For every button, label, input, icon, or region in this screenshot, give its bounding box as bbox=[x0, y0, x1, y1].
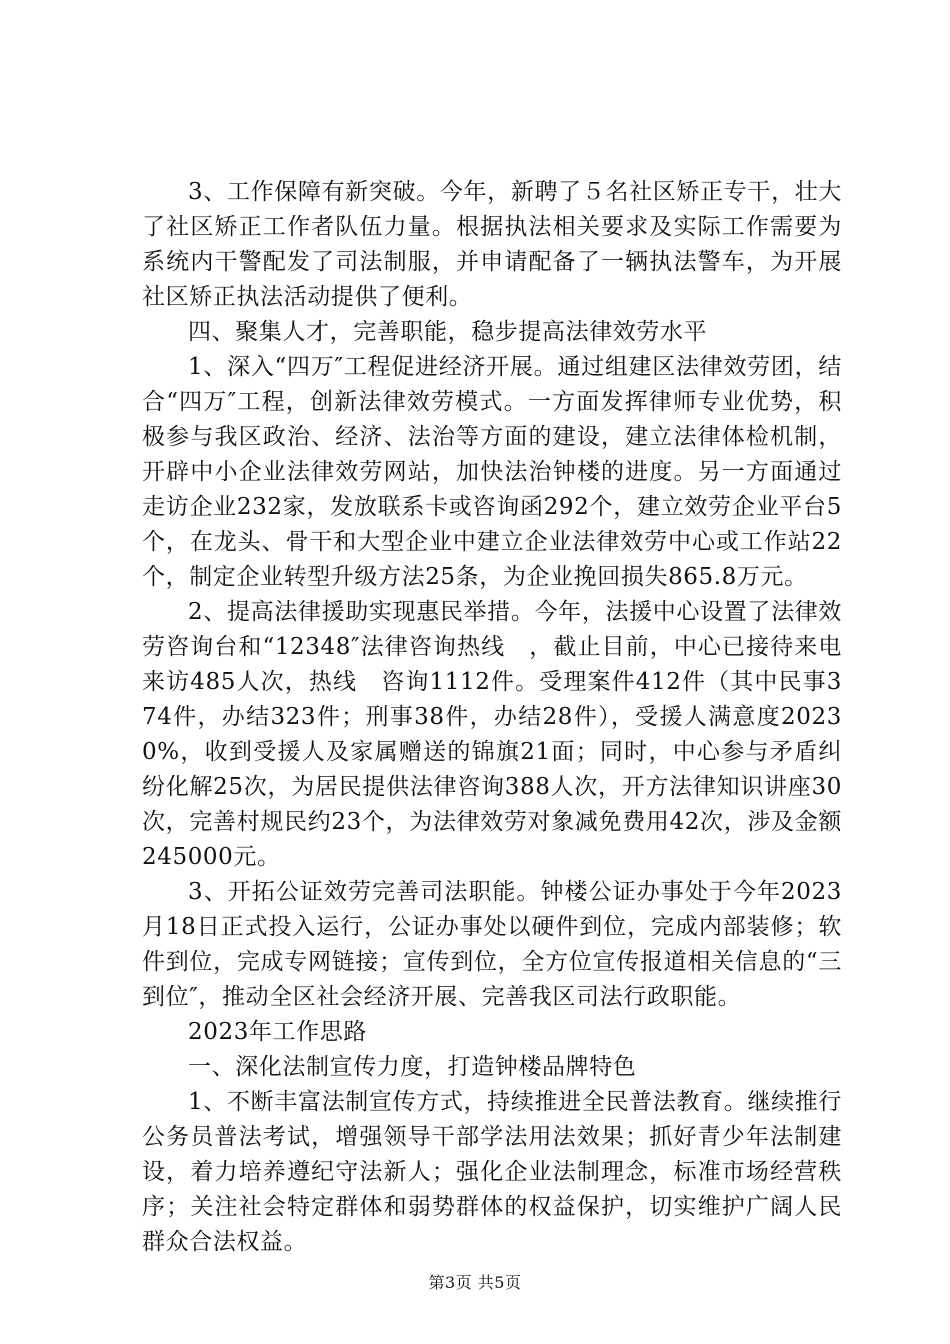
paragraph-work-guarantee: 3、工作保障有新突破。今年，新聘了５名社区矫正专干，壮大了社区矫正工作者队伍力量。根据执法相关要求及实际工作需要为系统内干警配发了司法制服，并申请配备了一辆执法警车，为开展社区矫正执法活动提供了便利。 bbox=[142, 179, 842, 310]
document-body bbox=[142, 175, 842, 1260]
paragraph-legal-education: 1、不断丰富法制宣传方式，持续推进全民普法教育。继续推行公务员普法考试，增强领导干部学法用法效果；抓好青少年法制建设，着力培养遵纪守法新人；强化企业法制理念，标准市场经营秩序；关注社会特定群体和弱势群体的权益保护，切实维护广阔人民群众合法权益。 bbox=[142, 1089, 842, 1255]
paragraph-four-wan-project: 1、深入“四万″工程促进经济开展。通过组建区法律效劳团，结合“四万″工程，创新法律效劳模式。一方面发挥律师专业优势，积极参与我区政治、经济、法治等方面的建设，建立法律体检机制，开辟中小企业法律效劳网站，加快法治钟楼的进度。另一方面通过走访企业232家，发放联系卡或咨询函292个，建立效劳企业平台5个，在龙头、骨干和大型企业中建立企业法律效劳中心或工作站22个，制定企业转型升级方法25条，为企业挽回损失865.8万元。 bbox=[142, 354, 842, 590]
page-number-footer: 第3页 共5页 bbox=[428, 1273, 522, 1292]
paragraph-legal-aid: 2、提高法律援助实现惠民举措。今年，法援中心设置了法律效劳咨询台和“12348″法律咨询热线 ，截止目前，中心已接待来电来访485人次，热线 咨询1112件。受理案件412件（其中民事374件，办结323件；刑事38件，办结28件），受援人满意度20230%，收到受援人及家属赠送的锦旗21面；同时，中心参与矛盾纠纷化解25次，为居民提供法律咨询388人次，开方法律知识讲座30次，完善村规民约23个，为法律效劳对象减免费用42次，涉及金额245000元。 bbox=[142, 599, 842, 870]
section-heading-legal-publicity: 一、深化法制宣传力度，打造钟楼品牌特色 bbox=[188, 1054, 637, 1080]
section-heading-work-plan: 2023年工作思路 bbox=[188, 1019, 367, 1045]
section-heading-talent: 四、聚集人才，完善职能，稳步提高法律效劳水平 bbox=[188, 319, 708, 345]
paragraph-notary-service: 3、开拓公证效劳完善司法职能。钟楼公证办事处于今年2023月18日正式投入运行，公证办事处以硬件到位，完成内部装修；软件到位，完成专网链接；宣传到位，全方位宣传报道相关信息的“三到位″，推动全区社会经济开展、完善我区司法行政职能。 bbox=[142, 879, 842, 1010]
